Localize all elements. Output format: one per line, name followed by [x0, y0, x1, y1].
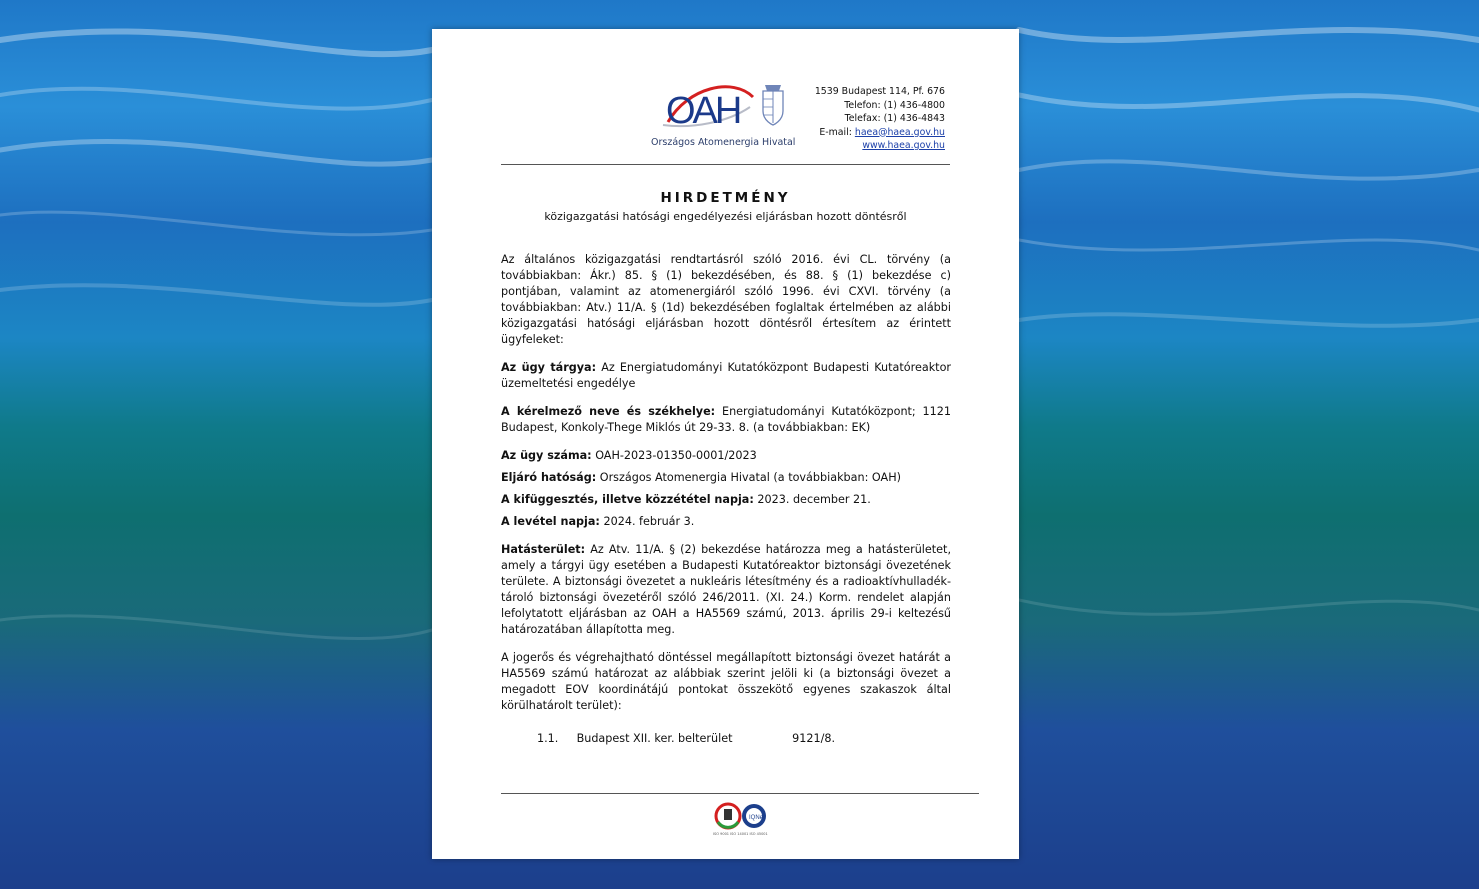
address: 1539 Budapest 114, Pf. 676: [814, 86, 945, 97]
website-link[interactable]: www.haea.gov.hu: [862, 140, 945, 151]
document-page: [432, 29, 1019, 859]
phone: Telefon: (1) 436-4800: [844, 99, 945, 111]
email-link[interactable]: haea@haea.gov.hu: [854, 126, 945, 138]
removal-label: A levétel napja:: [501, 515, 600, 528]
removal-value: 2024. február 3.: [603, 515, 695, 528]
document-subtitle: közigazgatási hatósági engedélyezési eljárásban hozott döntésről: [544, 210, 907, 223]
list-item-place: Budapest XII. ker. belterület: [576, 732, 733, 745]
case-number-label: Az ügy száma:: [501, 449, 592, 462]
case-number-value: OAH-2023-01350-0001/2023: [595, 449, 757, 462]
case-number-field: [501, 448, 951, 464]
logo-subtitle: Országos Atomenergia Hivatal: [651, 137, 796, 148]
applicant-label: A kérelmező neve és székhelye:: [501, 405, 716, 418]
authority-value: Országos Atomenergia Hivatal (a továbbiakban: OAH): [599, 471, 901, 484]
fax: Telefax: (1) 436-4843: [844, 113, 945, 124]
footer-divider: [501, 793, 979, 794]
header-divider: [501, 164, 950, 165]
oah-logo: [658, 77, 788, 167]
applicant-field: [501, 404, 951, 436]
area-label: Hatásterület:: [501, 543, 586, 556]
authority-field: [501, 470, 951, 486]
list-item: [537, 732, 835, 745]
email-line: [815, 126, 945, 140]
intro-paragraph: Az általános közigazgatási rendtartásról szóló 2016. évi CL. törvény (a továbbiakban: Ákr.) 85. § (1) bekezdésében, és 88. § (1) bekezdése c) pontjában, valamint az atomenergiáról szóló 1996. évi CXVI. törvény (a továbbiakban: Atv.) 11/A. § (1d) bekezdésében foglaltak értelmében az alábbi közigazgatási hatósági eljárásban hozott döntésről értesítem az érintett ügyfeleket:: [501, 253, 951, 346]
posting-label: A kifüggesztés, illetve közzététel napja:: [501, 493, 754, 506]
subject-field: [501, 360, 951, 392]
posting-date-field: [501, 492, 951, 508]
document-body: [501, 252, 951, 726]
list-item-parcel: 9121/8.: [792, 732, 836, 745]
svg-text:IQNet: IQNet: [749, 815, 765, 821]
posting-value: 2023. december 21.: [757, 493, 871, 506]
coat-of-arms-icon: [763, 85, 783, 125]
applicant-value: Energiatudományi Kutatóközpont; 1121 Budapest, Konkoly-Thege Miklós út 29-33. 8. (a továbbiakban: EK): [501, 405, 952, 434]
boundary-paragraph: A jogerős és végrehajtható döntéssel megállapított biztonsági övezet határát a HA5569 számú határozat az alábbiak szerint jelöli ki (a biztonsági övezet a megadott EOV koordinátájú pontokat összekötő egyenes szakaszok által körülhatárolt terület):: [501, 651, 951, 712]
certification-text: ISO 9001 ISO 14001 ISO 45001: [713, 832, 768, 836]
contact-block: [815, 85, 945, 153]
email-label: E-mail:: [819, 126, 855, 138]
list-item-number: 1.1.: [537, 732, 559, 745]
area-value: Az Atv. 11/A. § (2) bekezdése határozza meg a hatásterületet, amely a tárgyi ügy esetében a Budapesti Kutatóreaktor biztonsági övezetének területe. A biztonsági övezetet a nukleáris létesítmény és a radioaktívhulladék-tároló biztonsági övezetéről szóló 246/2011. (XI. 24.) Korm. rendelet alapján lefolytatott eljárásban az OAH a HA5569 számú, 2013. április 29-i keltezésű határozatában állapította meg.: [501, 543, 952, 636]
document-title: HIRDETMÉNY: [660, 190, 791, 206]
area-field: [501, 542, 951, 638]
subject-label: Az ügy tárgya:: [501, 361, 597, 374]
authority-label: Eljáró hatóság:: [501, 471, 597, 484]
subject-value: Az Energiatudományi Kutatóközpont Budapesti Kutatóreaktor üzemeltetési engedélye: [501, 361, 952, 390]
logo-text: OAH: [666, 90, 740, 132]
removal-date-field: [501, 514, 951, 530]
